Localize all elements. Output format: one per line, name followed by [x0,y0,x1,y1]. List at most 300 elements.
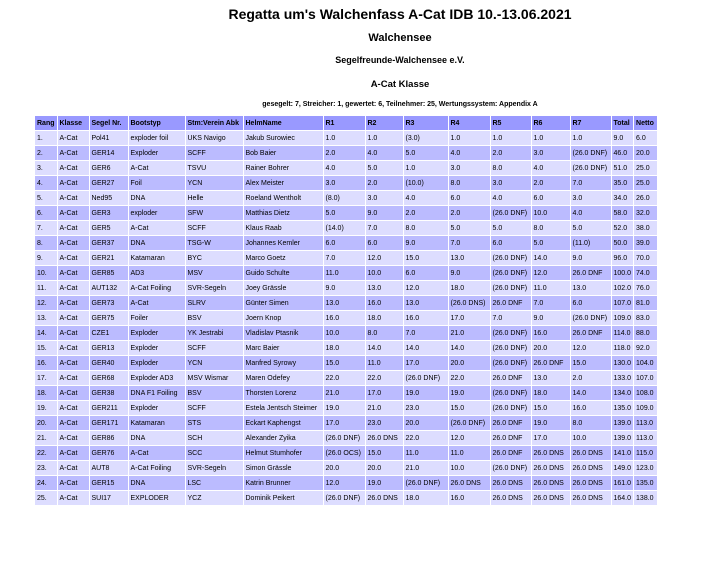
cell-r2: 20.0 [366,461,403,475]
cell-r5: 26.0 DNS [491,491,531,505]
cell-r7: 26.0 DNS [571,491,611,505]
column-header-r5: R5 [491,116,531,130]
cell-r1: 1.0 [324,131,365,145]
cell-net: 123.0 [634,461,657,475]
cell-r6: 18.0 [532,386,570,400]
cell-net: 104.0 [634,356,657,370]
cell-class: A-Cat [58,251,89,265]
cell-r7: 13.0 [571,281,611,295]
cell-r1: 2.0 [324,146,365,160]
cell-sail-number: GER37 [90,236,128,250]
results-body [35,131,657,505]
cell-total: 109.0 [612,311,634,325]
cell-r6: 12.0 [532,266,570,280]
cell-r2: 6.0 [366,236,403,250]
column-header-club-abbr: Stm:Verein Abk [186,116,243,130]
cell-boat-type: DNA [129,476,185,490]
cell-r1: (8.0) [324,191,365,205]
column-header-r1: R1 [324,116,365,130]
cell-club-abbr: YCN [186,176,243,190]
cell-r3: (26.0 DNF) [404,476,448,490]
cell-total: 141.0 [612,446,634,460]
cell-r4: 5.0 [449,221,490,235]
cell-net: 135.0 [634,476,657,490]
cell-r1: (26.0 DNF) [324,431,365,445]
table-row [35,296,657,310]
table-row [35,386,657,400]
cell-club-abbr: SCFF [186,146,243,160]
cell-r1: (26.0 OCS) [324,446,365,460]
column-header-r2: R2 [366,116,403,130]
column-header-r4: R4 [449,116,490,130]
cell-r3: 8.0 [404,221,448,235]
cell-rank: 10. [35,266,57,280]
cell-r2: 11.0 [366,356,403,370]
cell-r1: 5.0 [324,206,365,220]
cell-r6: 26.0 DNS [532,446,570,460]
cell-r5: (26.0 DNF) [491,356,531,370]
column-header-boat-type: Bootstyp [129,116,185,130]
cell-r1: (14.0) [324,221,365,235]
cell-sail-number: AUT8 [90,461,128,475]
cell-rank: 3. [35,161,57,175]
cell-net: 108.0 [634,386,657,400]
table-row [35,431,657,445]
cell-r4: 22.0 [449,371,490,385]
cell-helm-name: Marco Goetz [244,251,323,265]
cell-boat-type: Exploder [129,326,185,340]
results-header-row [35,116,657,130]
cell-r3: 9.0 [404,236,448,250]
cell-rank: 9. [35,251,57,265]
cell-boat-type: Foil [129,176,185,190]
cell-r6: 13.0 [532,371,570,385]
cell-helm-name: Jakub Surowiec [244,131,323,145]
cell-class: A-Cat [58,281,89,295]
cell-r3: 23.0 [404,401,448,415]
cell-r1: 7.0 [324,251,365,265]
cell-r2: 17.0 [366,386,403,400]
cell-boat-type: A-Cat Foiling [129,461,185,475]
cell-class: A-Cat [58,146,89,160]
cell-club-abbr: TSVU [186,161,243,175]
cell-rank: 24. [35,476,57,490]
cell-total: 35.0 [612,176,634,190]
cell-club-abbr: SCFF [186,401,243,415]
cell-boat-type: Katamaran [129,251,185,265]
table-row [35,341,657,355]
cell-r7: 3.0 [571,191,611,205]
table-row [35,491,657,505]
cell-r1: 16.0 [324,311,365,325]
class-heading: A-Cat Klasse [370,79,430,90]
cell-r7: 16.0 [571,401,611,415]
cell-club-abbr: STS [186,416,243,430]
cell-rank: 1. [35,131,57,145]
cell-r2: 7.0 [366,221,403,235]
cell-r4: 7.0 [449,236,490,250]
cell-r5: (26.0 DNF) [491,386,531,400]
cell-club-abbr: SLRV [186,296,243,310]
cell-r6: 5.0 [532,236,570,250]
cell-r5: (26.0 DNF) [491,281,531,295]
cell-r6: 26.0 DNF [532,356,570,370]
cell-r7: 26.0 DNS [571,461,611,475]
cell-boat-type: A-Cat Foiling [129,281,185,295]
cell-club-abbr: SVR-Segeln [186,461,243,475]
cell-r7: 2.0 [571,371,611,385]
cell-rank: 14. [35,326,57,340]
cell-net: 6.0 [634,131,657,145]
cell-r5: 26.0 DNF [491,296,531,310]
cell-rank: 6. [35,206,57,220]
cell-total: 96.0 [612,251,634,265]
cell-helm-name: Alex Meister [244,176,323,190]
cell-r6: 15.0 [532,401,570,415]
cell-total: 58.0 [612,206,634,220]
cell-r3: 19.0 [404,386,448,400]
cell-rank: 23. [35,461,57,475]
cell-sail-number: GER5 [90,221,128,235]
cell-rank: 21. [35,431,57,445]
cell-r6: 2.0 [532,176,570,190]
cell-r3: 6.0 [404,266,448,280]
cell-r1: 21.0 [324,386,365,400]
cell-r4: 4.0 [449,146,490,160]
cell-helm-name: Alexander Zyika [244,431,323,445]
cell-total: 34.0 [612,191,634,205]
cell-r2: 10.0 [366,266,403,280]
cell-r2: 1.0 [366,131,403,145]
table-row [35,461,657,475]
cell-rank: 16. [35,356,57,370]
cell-net: 20.0 [634,146,657,160]
cell-r6: 19.0 [532,416,570,430]
table-row [35,446,657,460]
cell-r5: 26.0 DNS [491,476,531,490]
cell-r4: 17.0 [449,311,490,325]
cell-rank: 2. [35,146,57,160]
cell-sail-number: GER171 [90,416,128,430]
cell-r7: 26.0 DNF [571,266,611,280]
cell-class: A-Cat [58,491,89,505]
cell-r4: 20.0 [449,356,490,370]
cell-club-abbr: MSV [186,266,243,280]
table-row [35,326,657,340]
cell-r1: 9.0 [324,281,365,295]
table-row [35,161,657,175]
cell-r3: 12.0 [404,281,448,295]
cell-net: 107.0 [634,371,657,385]
cell-net: 32.0 [634,206,657,220]
cell-rank: 22. [35,446,57,460]
cell-r7: 15.0 [571,356,611,370]
cell-r2: 16.0 [366,296,403,310]
cell-helm-name: Helmut Stumhofer [244,446,323,460]
club-heading: Segelfreunde-Walchensee e.V. [335,55,465,65]
cell-rank: 8. [35,236,57,250]
cell-r4: 16.0 [449,491,490,505]
results-table [34,115,658,506]
cell-club-abbr: UKS Navigo [186,131,243,145]
cell-r1: 19.0 [324,401,365,415]
cell-boat-type: Exploder [129,401,185,415]
cell-sail-number: GER38 [90,386,128,400]
cell-sail-number: GER13 [90,341,128,355]
cell-r7: 1.0 [571,131,611,145]
table-row [35,371,657,385]
cell-class: A-Cat [58,431,89,445]
cell-net: 115.0 [634,446,657,460]
cell-sail-number: GER76 [90,446,128,460]
cell-r2: 13.0 [366,281,403,295]
cell-helm-name: Günter Simen [244,296,323,310]
cell-r7: 7.0 [571,176,611,190]
cell-class: A-Cat [58,326,89,340]
cell-r6: 8.0 [532,221,570,235]
cell-r2: 9.0 [366,206,403,220]
cell-sail-number: AUT132 [90,281,128,295]
cell-net: 113.0 [634,416,657,430]
cell-r3: (10.0) [404,176,448,190]
cell-r5: 7.0 [491,311,531,325]
cell-sail-number: Pol41 [90,131,128,145]
cell-r4: 12.0 [449,431,490,445]
cell-class: A-Cat [58,236,89,250]
cell-net: 39.0 [634,236,657,250]
cell-r7: 5.0 [571,221,611,235]
cell-r1: 10.0 [324,326,365,340]
cell-r2: 19.0 [366,476,403,490]
column-header-helm-name: HelmName [244,116,323,130]
cell-boat-type: Exploder [129,356,185,370]
cell-helm-name: Marc Baier [244,341,323,355]
cell-club-abbr: MSV Wismar [186,371,243,385]
cell-rank: 20. [35,416,57,430]
cell-r4: 6.0 [449,191,490,205]
cell-helm-name: Guido Schulte [244,266,323,280]
cell-r3: 7.0 [404,326,448,340]
cell-r1: 13.0 [324,296,365,310]
cell-r1: 12.0 [324,476,365,490]
cell-r3: 20.0 [404,416,448,430]
cell-boat-type: Exploder [129,341,185,355]
cell-net: 109.0 [634,401,657,415]
cell-sail-number: GER21 [90,251,128,265]
table-row [35,176,657,190]
cell-r6: 17.0 [532,431,570,445]
cell-r1: 17.0 [324,416,365,430]
cell-r2: 26.0 DNS [366,491,403,505]
cell-r3: 2.0 [404,206,448,220]
cell-r1: 6.0 [324,236,365,250]
cell-class: A-Cat [58,341,89,355]
table-row [35,236,657,250]
cell-r6: 6.0 [532,191,570,205]
cell-net: 74.0 [634,266,657,280]
cell-r5: (26.0 DNF) [491,461,531,475]
cell-rank: 7. [35,221,57,235]
cell-r1: 18.0 [324,341,365,355]
cell-sail-number: GER75 [90,311,128,325]
cell-r2: 3.0 [366,191,403,205]
cell-helm-name: Rainer Bohrer [244,161,323,175]
cell-rank: 13. [35,311,57,325]
cell-helm-name: Estela Jentsch Steimer [244,401,323,415]
cell-r5: 5.0 [491,221,531,235]
cell-helm-name: Joern Knop [244,311,323,325]
cell-club-abbr: LSC [186,476,243,490]
cell-class: A-Cat [58,206,89,220]
cell-net: 26.0 [634,191,657,205]
cell-rank: 12. [35,296,57,310]
cell-class: A-Cat [58,356,89,370]
cell-helm-name: Dominik Peikert [244,491,323,505]
cell-net: 70.0 [634,251,657,265]
cell-total: 114.0 [612,326,634,340]
cell-net: 25.0 [634,161,657,175]
cell-club-abbr: SCFF [186,341,243,355]
cell-class: A-Cat [58,311,89,325]
cell-r1: 4.0 [324,161,365,175]
cell-r2: 4.0 [366,146,403,160]
table-row [35,281,657,295]
cell-rank: 11. [35,281,57,295]
cell-total: 118.0 [612,341,634,355]
cell-r3: (26.0 DNF) [404,371,448,385]
cell-boat-type: Exploder [129,146,185,160]
cell-class: A-Cat [58,461,89,475]
cell-boat-type: DNA F1 Foiling [129,386,185,400]
cell-club-abbr: SCC [186,446,243,460]
cell-total: 46.0 [612,146,634,160]
cell-r2: 23.0 [366,416,403,430]
cell-helm-name: Johannes Kemler [244,236,323,250]
cell-r6: 7.0 [532,296,570,310]
cell-net: 113.0 [634,431,657,445]
cell-r3: 16.0 [404,311,448,325]
cell-r6: 26.0 DNS [532,461,570,475]
cell-r5: (26.0 DNF) [491,341,531,355]
cell-boat-type: DNA [129,191,185,205]
cell-total: 50.0 [612,236,634,250]
cell-class: A-Cat [58,266,89,280]
cell-total: 51.0 [612,161,634,175]
cell-r4: 2.0 [449,206,490,220]
cell-r5: (26.0 DNF) [491,251,531,265]
cell-r5: 26.0 DNF [491,371,531,385]
cell-r2: 12.0 [366,251,403,265]
cell-rank: 19. [35,401,57,415]
cell-class: A-Cat [58,446,89,460]
column-header-total: Total [612,116,634,130]
cell-r3: 4.0 [404,191,448,205]
table-row [35,221,657,235]
cell-class: A-Cat [58,371,89,385]
cell-r3: 11.0 [404,446,448,460]
cell-boat-type: DNA [129,236,185,250]
cell-r2: 14.0 [366,341,403,355]
cell-total: 149.0 [612,461,634,475]
cell-r1: 11.0 [324,266,365,280]
cell-r7: 26.0 DNF [571,326,611,340]
cell-total: 134.0 [612,386,634,400]
cell-helm-name: Vladislav Ptasnik [244,326,323,340]
table-row [35,311,657,325]
cell-r3: 21.0 [404,461,448,475]
cell-sail-number: GER27 [90,176,128,190]
cell-r5: 26.0 DNF [491,416,531,430]
cell-r6: 20.0 [532,341,570,355]
cell-r2: 22.0 [366,371,403,385]
column-header-net: Netto [634,116,657,130]
regatta-summary: gesegelt: 7, Streicher: 1, gewertet: 6, Teilnehmer: 25, Wertungssystem: Appendix A [262,101,538,108]
cell-boat-type: DNA [129,431,185,445]
column-header-sail-number: Segel Nr. [90,116,128,130]
column-header-r3: R3 [404,116,448,130]
cell-r6: 1.0 [532,131,570,145]
cell-r5: 8.0 [491,161,531,175]
cell-r7: 26.0 DNS [571,446,611,460]
cell-r1: 22.0 [324,371,365,385]
cell-boat-type: Exploder AD3 [129,371,185,385]
cell-r3: 18.0 [404,491,448,505]
cell-r5: 1.0 [491,131,531,145]
column-header-rank: Rang [35,116,57,130]
cell-helm-name: Simon Grässle [244,461,323,475]
cell-r2: 21.0 [366,401,403,415]
table-row [35,251,657,265]
cell-class: A-Cat [58,191,89,205]
cell-r3: 14.0 [404,341,448,355]
cell-net: 25.0 [634,176,657,190]
cell-club-abbr: Helle [186,191,243,205]
cell-r6: 11.0 [532,281,570,295]
cell-sail-number: GER211 [90,401,128,415]
cell-r7: 8.0 [571,416,611,430]
cell-r2: 8.0 [366,326,403,340]
cell-r5: 3.0 [491,176,531,190]
cell-r7: 9.0 [571,251,611,265]
cell-helm-name: Klaus Raab [244,221,323,235]
table-row [35,266,657,280]
cell-r2: 18.0 [366,311,403,325]
cell-boat-type: AD3 [129,266,185,280]
cell-boat-type: A-Cat [129,296,185,310]
cell-r7: 12.0 [571,341,611,355]
cell-r4: 21.0 [449,326,490,340]
cell-r6: 4.0 [532,161,570,175]
cell-r3: 1.0 [404,161,448,175]
cell-r1: 15.0 [324,356,365,370]
cell-r4: 3.0 [449,161,490,175]
cell-r6: 3.0 [532,146,570,160]
cell-r7: (26.0 DNF) [571,161,611,175]
cell-r4: 10.0 [449,461,490,475]
cell-r2: 26.0 DNS [366,431,403,445]
cell-total: 139.0 [612,416,634,430]
cell-r6: 10.0 [532,206,570,220]
column-header-r6: R6 [532,116,570,130]
cell-sail-number: GER15 [90,476,128,490]
cell-sail-number: Ned95 [90,191,128,205]
cell-helm-name: Roeland Wentholt [244,191,323,205]
cell-helm-name: Matthias Dietz [244,206,323,220]
cell-r5: (26.0 DNF) [491,266,531,280]
cell-r4: 11.0 [449,446,490,460]
cell-club-abbr: SCH [186,431,243,445]
cell-club-abbr: SCFF [186,221,243,235]
